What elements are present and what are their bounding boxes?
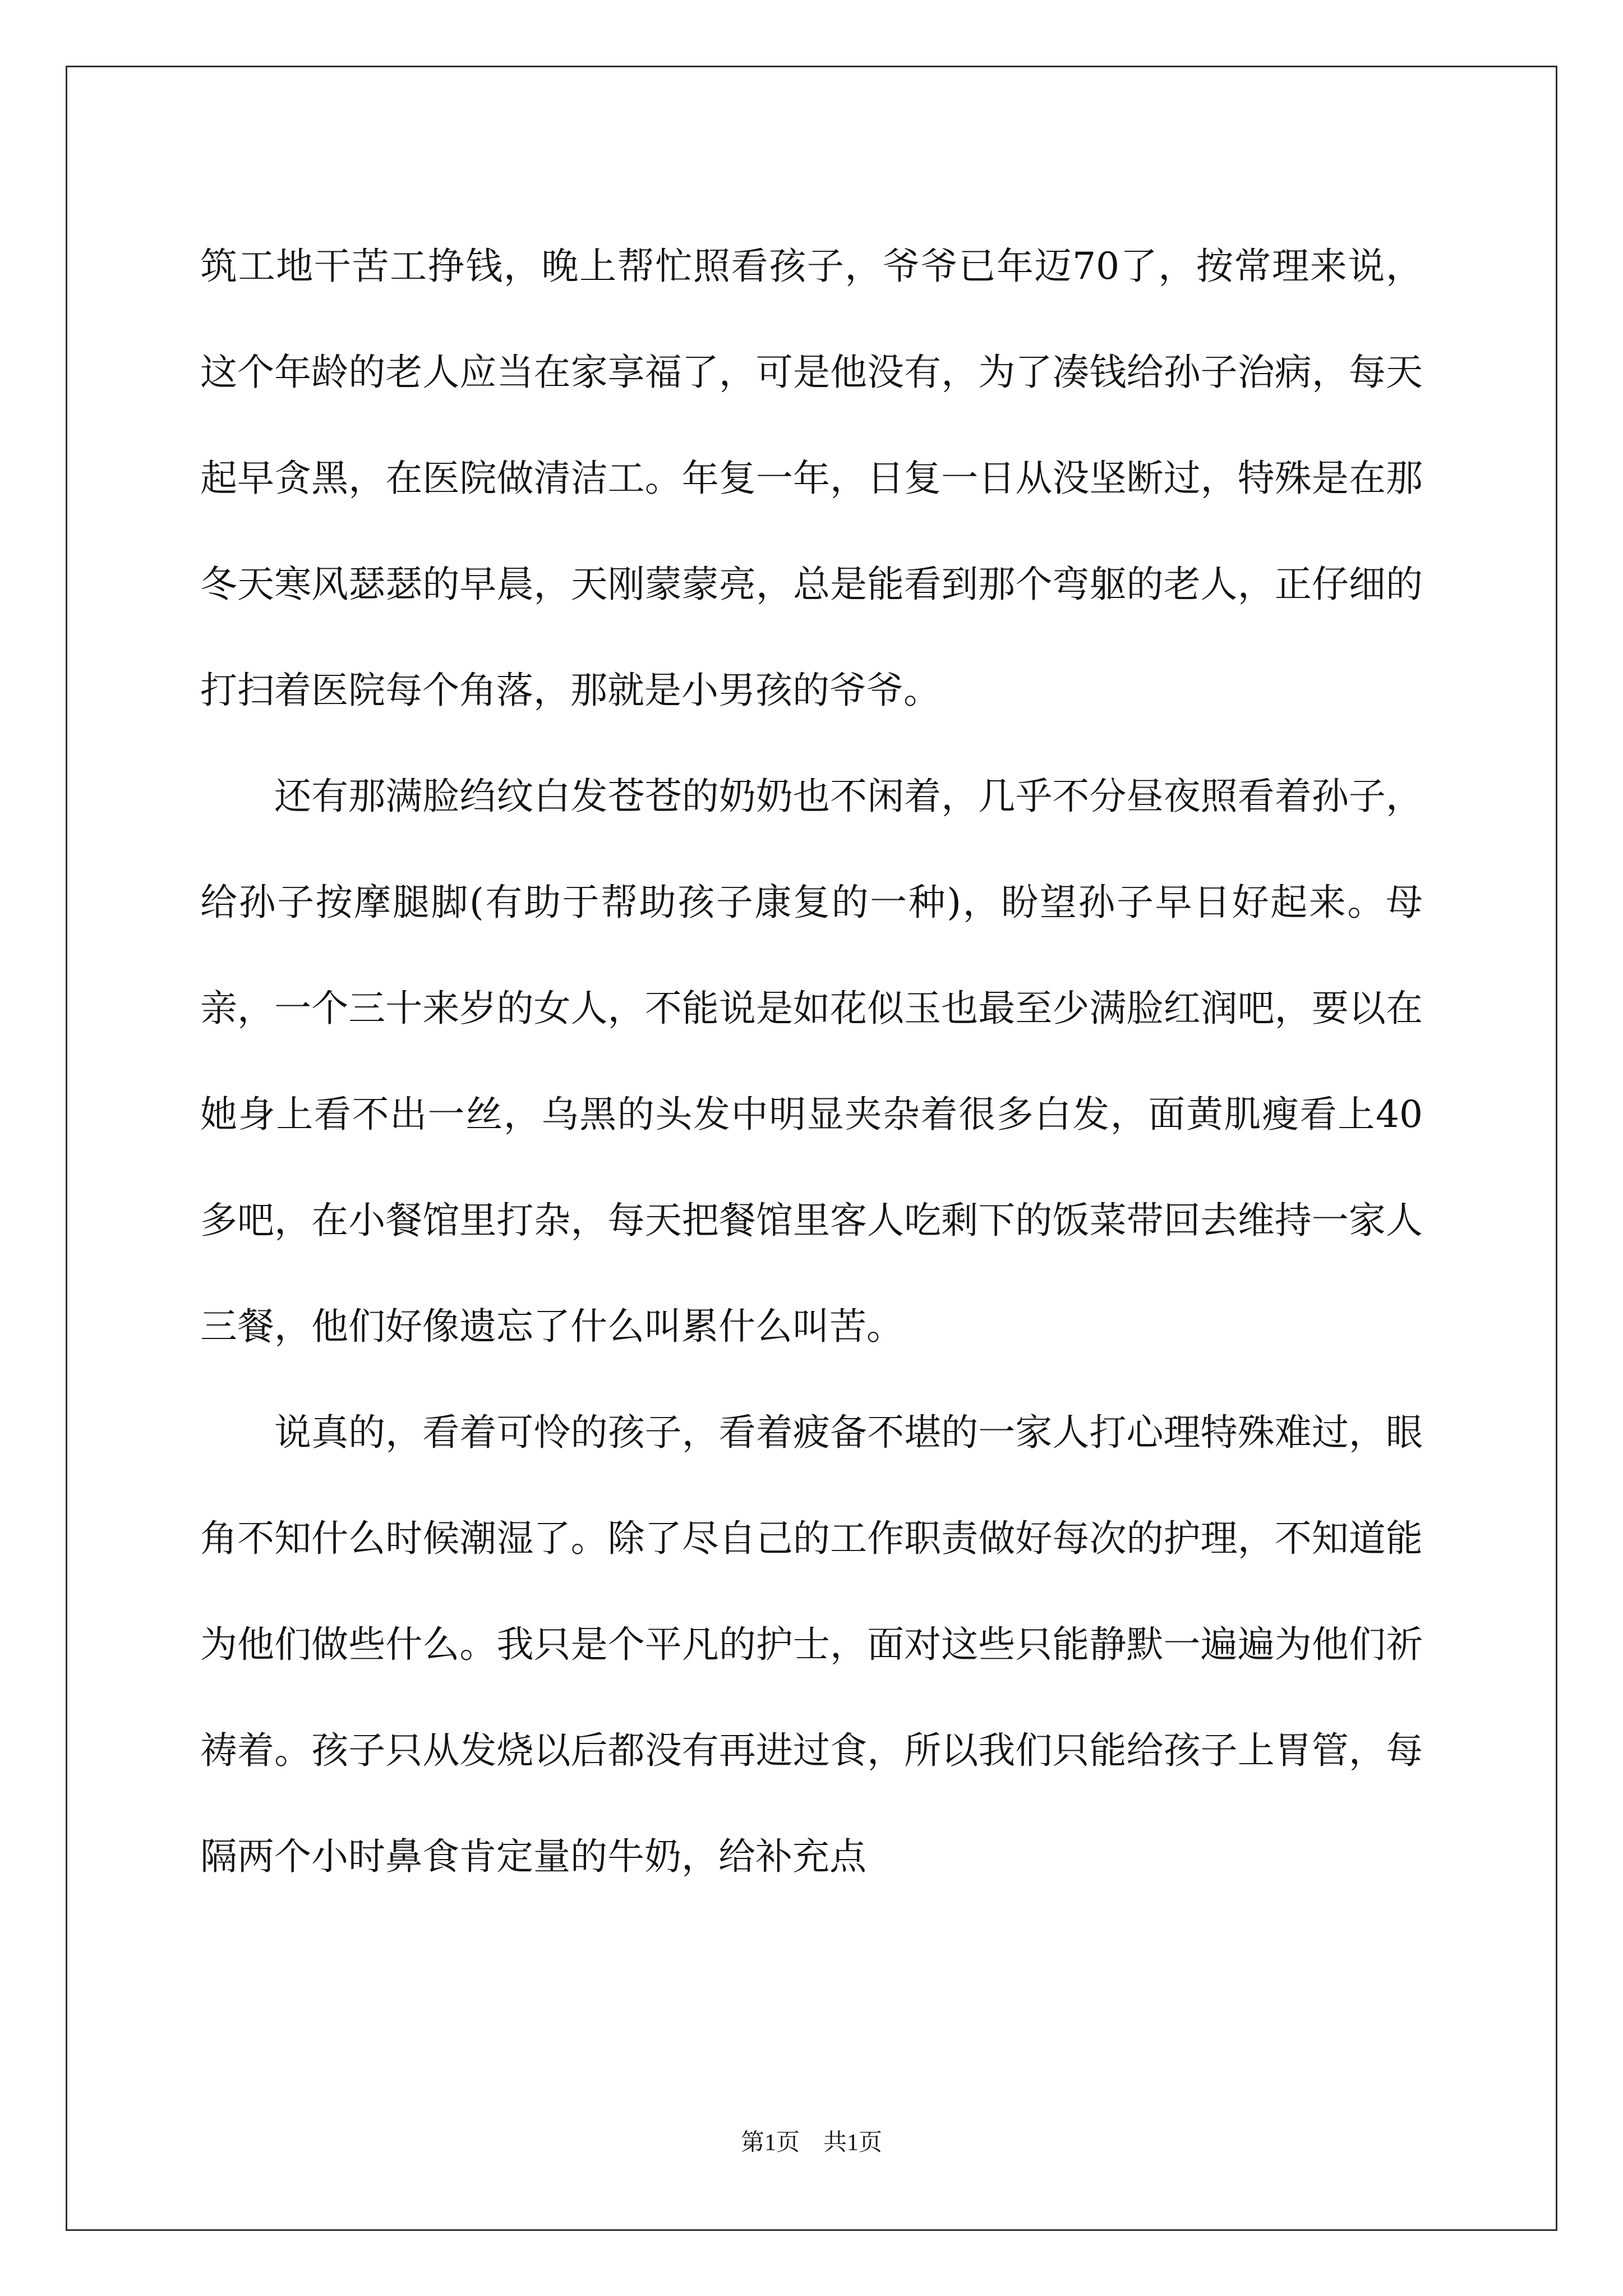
document-body — [200, 213, 1423, 1910]
paragraph-3: 说真的，看着可怜的孩子，看着疲备不堪的一家人打心理特殊难过，眼角不知什么时候潮湿了。除了尽自己的工作职责做好每次的护理，不知道能为他们做些什么。我只是个平凡的护士，面对这些只能静默一遍遍为他们祈祷着。孩子只从发烧以后都没有再进过食，所以我们只能给孩子上胃管，每隔两个小时鼻食肯定量的牛奶，给补充点 — [200, 1411, 1423, 1878]
page-number-footer: 第1页 共1页 — [740, 2130, 882, 2156]
paragraph-2: 还有那满脸绉纹白发苍苍的奶奶也不闲着，几乎不分昼夜照看着孙子，给孙子按摩腿脚(有助于帮助孩子康复的一种)，盼望孙子早日好起来。母亲，一个三十来岁的女人，不能说是如花似玉也最至少满脸红润吧，要以在她身上看不出一丝，乌黑的头发中明显夹杂着很多白发，面黄肌瘦看上40多吧，在小餐馆里打杂，每天把餐馆里客人吃剩下的饭菜带回去维持一家人三餐，他们好像遗忘了什么叫累什么叫苦。 — [200, 775, 1423, 1348]
paragraph-1: 筑工地干苦工挣钱，晚上帮忙照看孩子，爷爷已年迈70了，按常理来说，这个年龄的老人应当在家享福了，可是他没有，为了凑钱给孙子治病，每天起早贪黑，在医院做清洁工。年复一年，日复一日从没坚断过，特殊是在那冬天寒风瑟瑟的早晨，天刚蒙蒙亮，总是能看到那个弯躯的老人，正仔细的打扫着医院每个角落，那就是小男孩的爷爷。 — [200, 245, 1423, 712]
